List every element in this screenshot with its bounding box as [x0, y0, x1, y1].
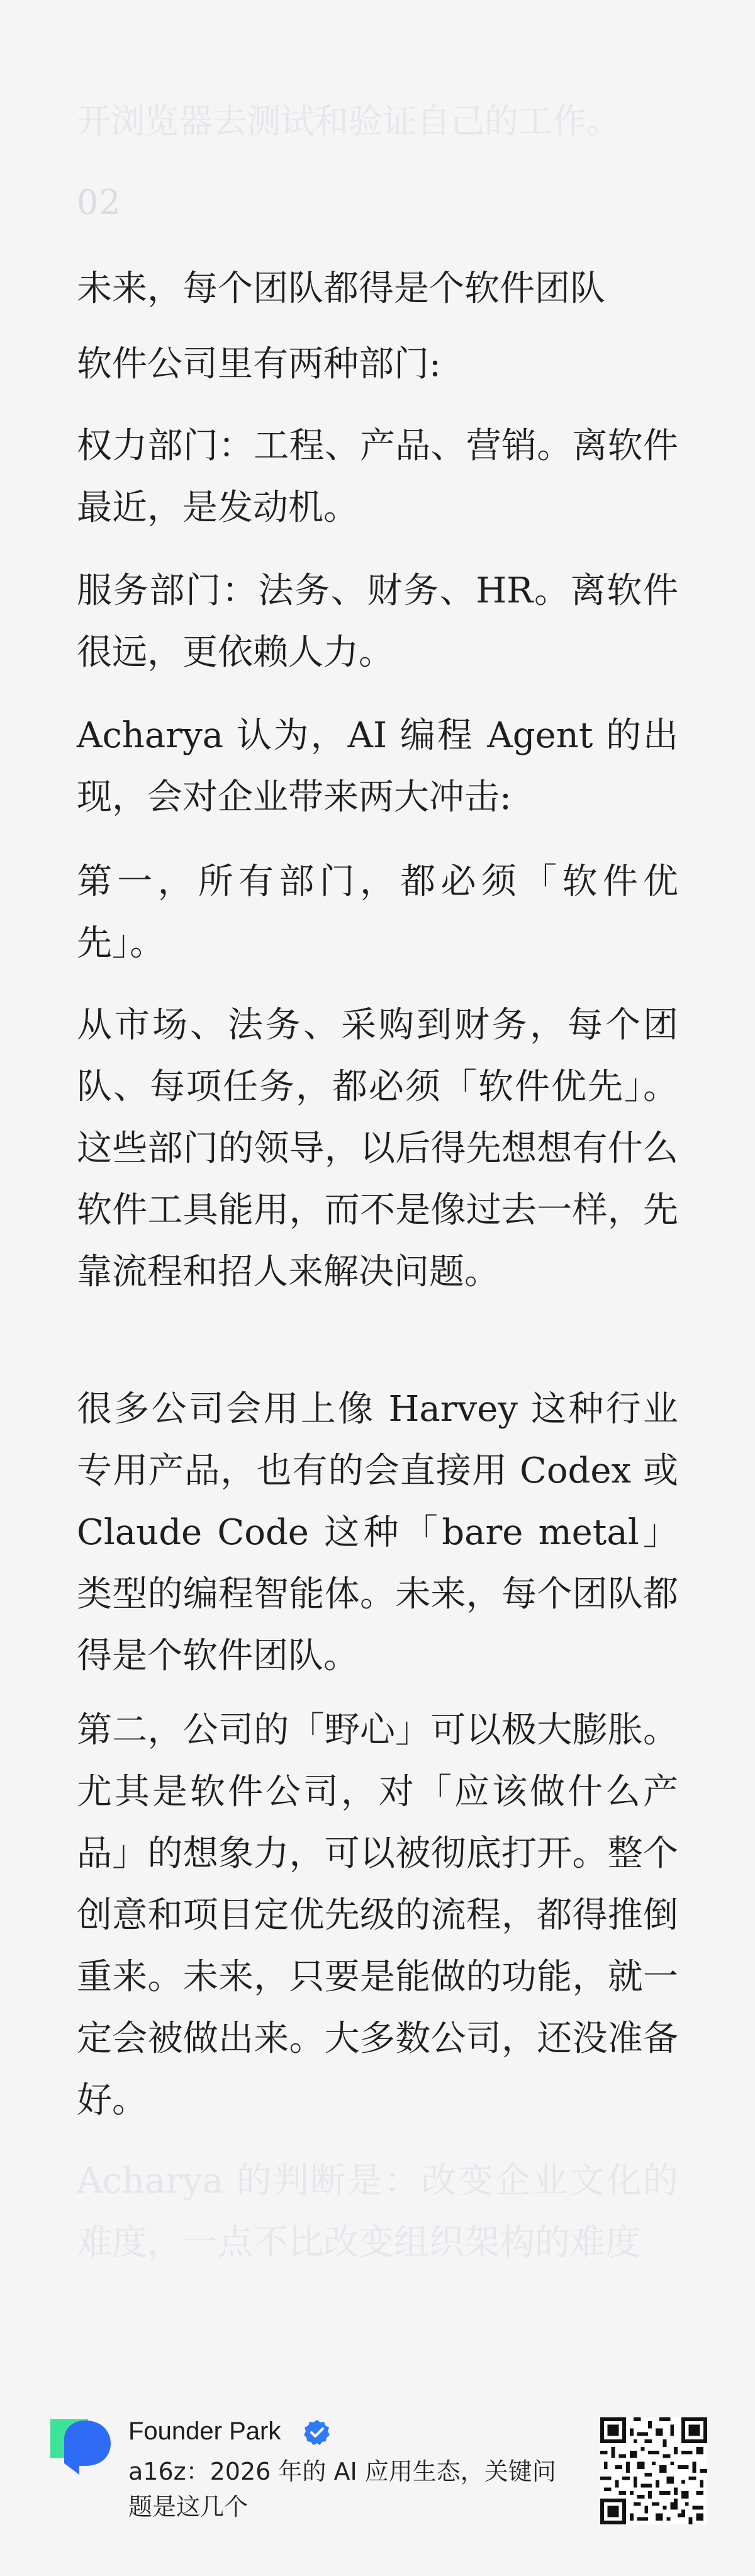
paragraph: 第二，公司的「野心」可以极大膨胀。尤其是软件公司，对「应该做什么产品」的想象力，可以被彻底打开。整个创意和项目定优先级的流程，都得推倒重来。未来，只要是能做的功能，就一定会被做出来。大多数公司，还没准备好。 — [77, 1710, 678, 2121]
section-heading: 未来，每个团队都得是个软件团队 — [77, 268, 605, 309]
paragraph: 软件公司里有两种部门: — [77, 344, 441, 385]
paragraph: 权力部门：工程、产品、营销。离软件最近，是发动机。 — [77, 426, 678, 528]
paragraph: 服务部门：法务、财务、HR。离软件很远，更依赖人力。 — [77, 570, 678, 673]
paragraph: 第一，所有部门，都必须「软件优先」。 — [77, 861, 678, 964]
paragraph: 很多公司会用上像 Harvey 这种行业专用产品，也有的会直接用 Codex 或 Claude Code 这种「bare metal」类型的编程智能体。未来，每个团队都得是个软件团队。 — [77, 1389, 678, 1676]
verified-badge-icon — [303, 2419, 331, 2446]
faded-next-paragraph: Acharya 的判断是：改变企业文化的难度，一点不比改变组织架构的难度 — [77, 2161, 678, 2263]
qr-code-icon[interactable] — [600, 2417, 707, 2524]
paragraph: Acharya 认为，AI 编程 Agent 的出现，会对企业带来两大冲击: — [77, 715, 678, 818]
founder-park-logo-icon — [48, 2414, 113, 2475]
faded-previous-line: 开浏览器去测试和验证自己的工作。 — [77, 101, 620, 141]
section-number: 02 — [77, 183, 121, 222]
share-footer — [0, 2386, 755, 2576]
paragraph: 从市场、法务、采购到财务，每个团队、每项任务，都必须「软件优先」。这些部门的领导，以后得先想想有什么软件工具能用，而不是像过去一样，先靠流程和招人来解决问题。 — [77, 1005, 678, 1292]
account-name[interactable]: Founder Park — [128, 2417, 281, 2445]
article-title[interactable]: a16z：2026 年的 AI 应用生态，关键问题是这几个 — [128, 2458, 556, 2521]
